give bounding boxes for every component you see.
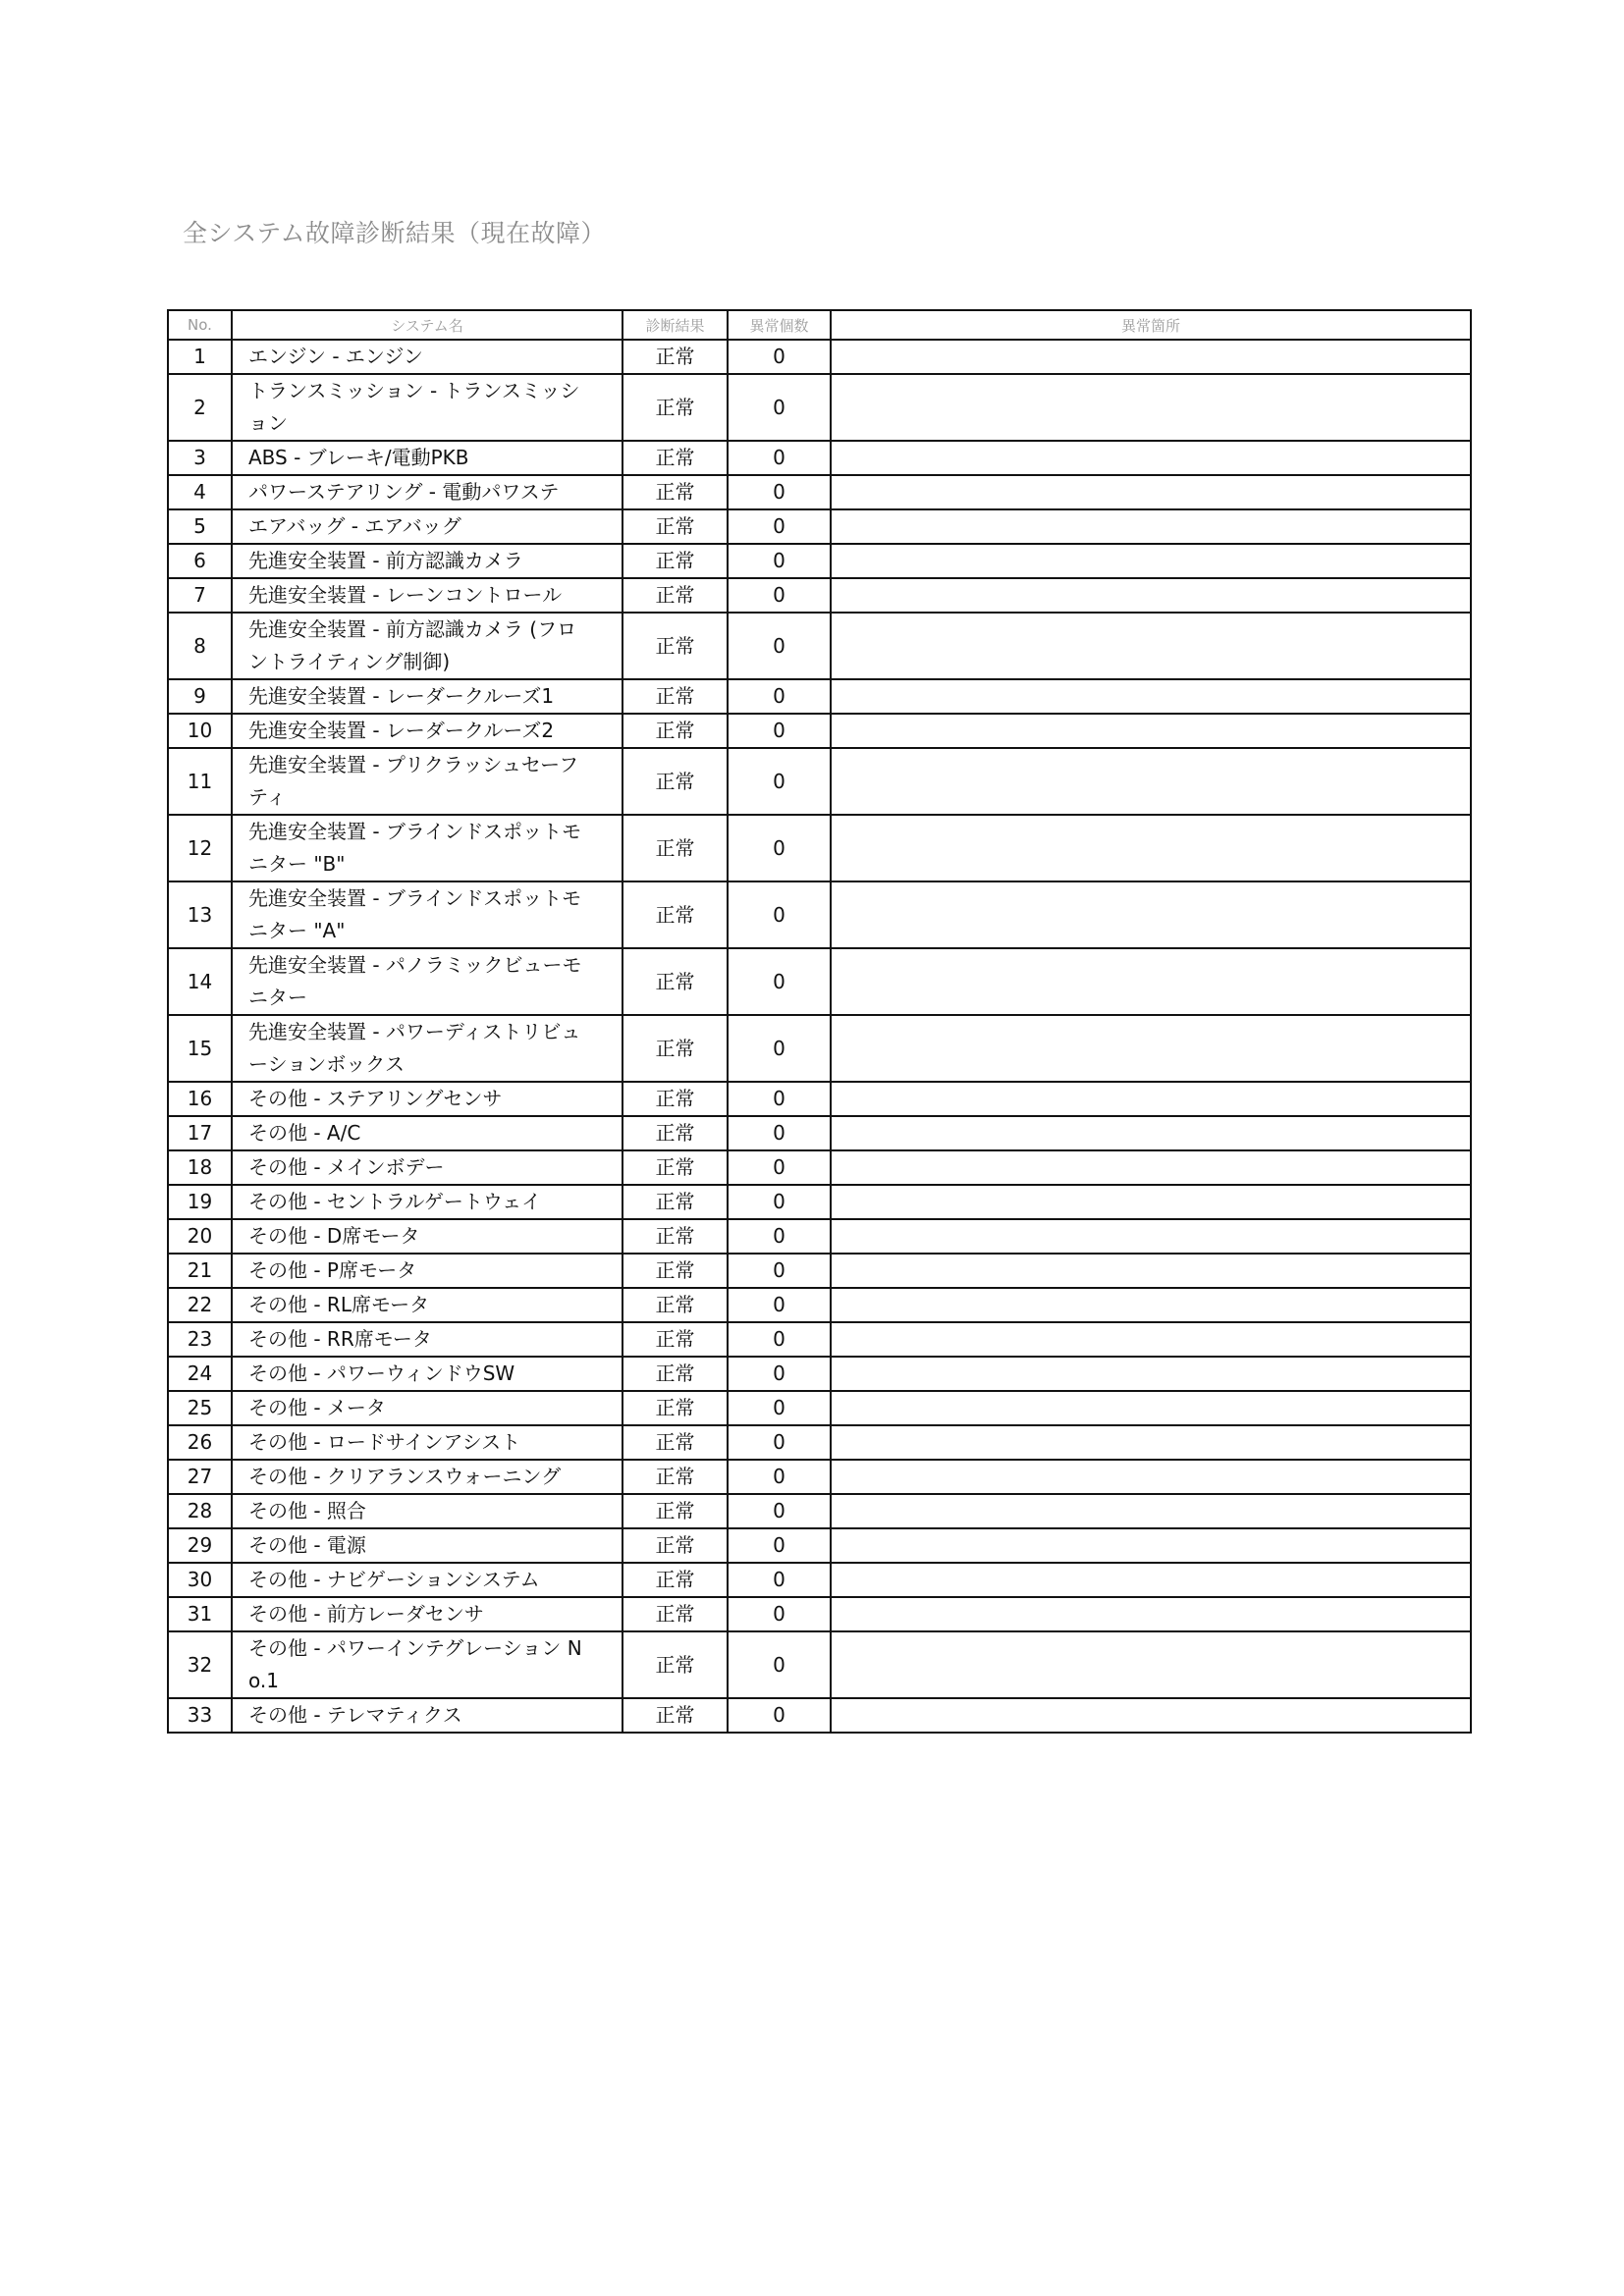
diagnosis-table <box>167 309 1472 1734</box>
fault-count: 0 <box>728 948 831 1015</box>
diagnosis-result: 正常 <box>623 1082 728 1116</box>
diagnosis-result: 正常 <box>623 1015 728 1082</box>
system-name <box>232 1116 623 1150</box>
system-name <box>232 1322 623 1357</box>
system-name-line: 先進安全装置 - レーダークルーズ1 <box>248 684 555 708</box>
system-name <box>232 1460 623 1494</box>
row-number: 22 <box>168 1288 232 1322</box>
diagnosis-result: 正常 <box>623 881 728 948</box>
row-number: 2 <box>168 374 232 441</box>
diagnosis-result: 正常 <box>623 1391 728 1425</box>
row-number: 10 <box>168 714 232 748</box>
fault-count: 0 <box>728 1528 831 1563</box>
system-name <box>232 1185 623 1219</box>
system-name <box>232 1563 623 1597</box>
header-fault-count: 異常個数 <box>728 310 831 340</box>
table-row <box>168 1631 1471 1698</box>
system-name <box>232 441 623 475</box>
table-row <box>168 1425 1471 1460</box>
fault-count: 0 <box>728 544 831 578</box>
diagnosis-result: 正常 <box>623 1150 728 1185</box>
table-row <box>168 1460 1471 1494</box>
row-number: 24 <box>168 1357 232 1391</box>
row-number: 25 <box>168 1391 232 1425</box>
fault-location <box>831 475 1471 509</box>
diagnosis-result: 正常 <box>623 948 728 1015</box>
table-row <box>168 1254 1471 1288</box>
system-name <box>232 374 623 441</box>
fault-location <box>831 1082 1471 1116</box>
fault-location <box>831 1391 1471 1425</box>
fault-count: 0 <box>728 1460 831 1494</box>
system-name-line: その他 - セントラルゲートウェイ <box>248 1190 542 1213</box>
table-header-row <box>168 310 1471 340</box>
system-name-line: 先進安全装置 - パワーディストリビュ <box>248 1020 581 1043</box>
system-name-line: ョン <box>248 411 288 435</box>
table-row <box>168 544 1471 578</box>
table-body <box>168 340 1471 1733</box>
system-name-line: トランスミッション - トランスミッシ <box>248 379 580 402</box>
header-result: 診断結果 <box>623 310 728 340</box>
system-name-line: その他 - パワーウィンドウSW <box>248 1362 515 1385</box>
diagnosis-result: 正常 <box>623 578 728 613</box>
fault-count: 0 <box>728 1254 831 1288</box>
diagnosis-result: 正常 <box>623 1425 728 1460</box>
table-row <box>168 475 1471 509</box>
diagnosis-result: 正常 <box>623 1219 728 1254</box>
diagnosis-result: 正常 <box>623 475 728 509</box>
row-number: 30 <box>168 1563 232 1597</box>
row-number: 11 <box>168 748 232 815</box>
fault-count: 0 <box>728 815 831 881</box>
row-number: 6 <box>168 544 232 578</box>
fault-location <box>831 1322 1471 1357</box>
system-name-line: ーションボックス <box>248 1052 405 1076</box>
table-row <box>168 1015 1471 1082</box>
page-title: 全システム故障診断結果（現在故障） <box>183 219 607 247</box>
system-name <box>232 1219 623 1254</box>
system-name-line: その他 - ロードサインアシスト <box>248 1430 521 1454</box>
fault-location <box>831 1185 1471 1219</box>
row-number: 33 <box>168 1698 232 1733</box>
table-row <box>168 1391 1471 1425</box>
diagnosis-result: 正常 <box>623 374 728 441</box>
table-row <box>168 613 1471 679</box>
system-name <box>232 1082 623 1116</box>
fault-location <box>831 748 1471 815</box>
fault-location <box>831 509 1471 544</box>
table-row <box>168 374 1471 441</box>
system-name-line: ティ <box>248 785 287 809</box>
row-number: 31 <box>168 1597 232 1631</box>
fault-location <box>831 1150 1471 1185</box>
system-name-line: 先進安全装置 - レーンコントロール <box>248 583 563 607</box>
table-row <box>168 881 1471 948</box>
fault-location <box>831 1219 1471 1254</box>
system-name <box>232 1357 623 1391</box>
fault-count: 0 <box>728 1015 831 1082</box>
table-row <box>168 578 1471 613</box>
diagnosis-result: 正常 <box>623 1185 728 1219</box>
fault-count: 0 <box>728 1219 831 1254</box>
diagnosis-result: 正常 <box>623 509 728 544</box>
system-name-line: ニター <box>248 986 307 1009</box>
row-number: 1 <box>168 340 232 374</box>
system-name <box>232 1425 623 1460</box>
system-name-line: その他 - メータ <box>248 1396 386 1419</box>
system-name <box>232 1015 623 1082</box>
row-number: 19 <box>168 1185 232 1219</box>
table-row <box>168 1322 1471 1357</box>
fault-location <box>831 881 1471 948</box>
fault-location <box>831 374 1471 441</box>
system-name <box>232 509 623 544</box>
table-row <box>168 1082 1471 1116</box>
system-name <box>232 1254 623 1288</box>
row-number: 7 <box>168 578 232 613</box>
fault-count: 0 <box>728 1150 831 1185</box>
system-name <box>232 613 623 679</box>
system-name-line: その他 - クリアランスウォーニング <box>248 1465 562 1488</box>
row-number: 27 <box>168 1460 232 1494</box>
row-number: 15 <box>168 1015 232 1082</box>
system-name-line: ントライティング制御) <box>248 650 451 673</box>
fault-location <box>831 1597 1471 1631</box>
fault-count: 0 <box>728 340 831 374</box>
fault-count: 0 <box>728 1698 831 1733</box>
system-name-line: o.1 <box>248 1669 279 1692</box>
header-fault-location: 異常箇所 <box>831 310 1471 340</box>
system-name <box>232 1528 623 1563</box>
diagnosis-result: 正常 <box>623 1563 728 1597</box>
table-row <box>168 1597 1471 1631</box>
table-row <box>168 1357 1471 1391</box>
system-name <box>232 679 623 714</box>
fault-count: 0 <box>728 509 831 544</box>
fault-location <box>831 1254 1471 1288</box>
fault-count: 0 <box>728 1425 831 1460</box>
system-name <box>232 544 623 578</box>
row-number: 8 <box>168 613 232 679</box>
row-number: 16 <box>168 1082 232 1116</box>
fault-count: 0 <box>728 578 831 613</box>
fault-location <box>831 948 1471 1015</box>
fault-location <box>831 714 1471 748</box>
table-row <box>168 1494 1471 1528</box>
table-row <box>168 1563 1471 1597</box>
system-name <box>232 1288 623 1322</box>
system-name-line: 先進安全装置 - ブラインドスポットモ <box>248 886 582 910</box>
fault-location <box>831 1288 1471 1322</box>
system-name <box>232 1698 623 1733</box>
table-row <box>168 1698 1471 1733</box>
fault-count: 0 <box>728 1631 831 1698</box>
fault-count: 0 <box>728 1597 831 1631</box>
system-name-line: 先進安全装置 - 前方認識カメラ (フロ <box>248 617 577 641</box>
system-name <box>232 815 623 881</box>
diagnosis-result: 正常 <box>623 613 728 679</box>
system-name <box>232 578 623 613</box>
system-name-line: その他 - A/C <box>248 1121 361 1145</box>
system-name <box>232 1494 623 1528</box>
fault-count: 0 <box>728 475 831 509</box>
fault-count: 0 <box>728 1288 831 1322</box>
fault-count: 0 <box>728 748 831 815</box>
fault-location <box>831 340 1471 374</box>
fault-location <box>831 1357 1471 1391</box>
fault-location <box>831 544 1471 578</box>
fault-location <box>831 1698 1471 1733</box>
fault-location <box>831 1116 1471 1150</box>
system-name <box>232 1631 623 1698</box>
system-name-line: その他 - 前方レーダセンサ <box>248 1602 484 1626</box>
table-row <box>168 1116 1471 1150</box>
system-name <box>232 1150 623 1185</box>
table-row <box>168 1185 1471 1219</box>
header-no: No. <box>168 310 232 340</box>
fault-count: 0 <box>728 1391 831 1425</box>
diagnosis-result: 正常 <box>623 815 728 881</box>
row-number: 23 <box>168 1322 232 1357</box>
system-name-line: その他 - ナビゲーションシステム <box>248 1568 540 1591</box>
diagnosis-result: 正常 <box>623 1494 728 1528</box>
row-number: 13 <box>168 881 232 948</box>
fault-location <box>831 1528 1471 1563</box>
diagnosis-result: 正常 <box>623 1698 728 1733</box>
fault-location <box>831 1425 1471 1460</box>
diagnosis-result: 正常 <box>623 544 728 578</box>
fault-count: 0 <box>728 1563 831 1597</box>
fault-location <box>831 1563 1471 1597</box>
row-number: 17 <box>168 1116 232 1150</box>
row-number: 20 <box>168 1219 232 1254</box>
system-name-line: エンジン - エンジン <box>248 345 423 368</box>
system-name <box>232 1597 623 1631</box>
fault-location <box>831 1631 1471 1698</box>
system-name-line: 先進安全装置 - プリクラッシュセーフ <box>248 753 579 776</box>
fault-count: 0 <box>728 679 831 714</box>
system-name-line: 先進安全装置 - パノラミックビューモ <box>248 953 582 977</box>
system-name-line: その他 - RR席モータ <box>248 1327 432 1351</box>
system-name <box>232 475 623 509</box>
row-number: 3 <box>168 441 232 475</box>
diagnosis-result: 正常 <box>623 1597 728 1631</box>
fault-location <box>831 815 1471 881</box>
diagnosis-result: 正常 <box>623 1631 728 1698</box>
table-row <box>168 679 1471 714</box>
table-row <box>168 815 1471 881</box>
fault-count: 0 <box>728 1322 831 1357</box>
fault-location <box>831 1015 1471 1082</box>
system-name-line: その他 - パワーインテグレーション N <box>248 1636 582 1660</box>
fault-location <box>831 613 1471 679</box>
system-name-line: その他 - 電源 <box>248 1533 366 1557</box>
system-name <box>232 714 623 748</box>
row-number: 18 <box>168 1150 232 1185</box>
diagnosis-result: 正常 <box>623 1288 728 1322</box>
fault-count: 0 <box>728 374 831 441</box>
fault-count: 0 <box>728 714 831 748</box>
table-row <box>168 441 1471 475</box>
table-row <box>168 1219 1471 1254</box>
diagnosis-result: 正常 <box>623 1116 728 1150</box>
fault-location <box>831 1460 1471 1494</box>
row-number: 21 <box>168 1254 232 1288</box>
diagnosis-result: 正常 <box>623 1254 728 1288</box>
header-system-name: システム名 <box>232 310 623 340</box>
row-number: 28 <box>168 1494 232 1528</box>
system-name-line: その他 - メインボデー <box>248 1155 445 1179</box>
fault-location <box>831 441 1471 475</box>
table-row <box>168 340 1471 374</box>
fault-count: 0 <box>728 1185 831 1219</box>
table-row <box>168 1150 1471 1185</box>
diagnosis-result: 正常 <box>623 748 728 815</box>
row-number: 14 <box>168 948 232 1015</box>
table-row <box>168 748 1471 815</box>
row-number: 5 <box>168 509 232 544</box>
row-number: 9 <box>168 679 232 714</box>
row-number: 12 <box>168 815 232 881</box>
system-name-line: その他 - P席モータ <box>248 1258 417 1282</box>
fault-count: 0 <box>728 1082 831 1116</box>
diagnosis-result: 正常 <box>623 714 728 748</box>
diagnosis-result: 正常 <box>623 1357 728 1391</box>
row-number: 32 <box>168 1631 232 1698</box>
diagnosis-result: 正常 <box>623 679 728 714</box>
row-number: 26 <box>168 1425 232 1460</box>
system-name-line: パワーステアリング - 電動パワステ <box>248 480 560 504</box>
table-row <box>168 714 1471 748</box>
system-name-line: エアバッグ - エアバッグ <box>248 514 461 538</box>
fault-location <box>831 578 1471 613</box>
fault-count: 0 <box>728 441 831 475</box>
system-name-line: ニター "A" <box>248 919 346 942</box>
diagnosis-result: 正常 <box>623 1528 728 1563</box>
fault-location <box>831 679 1471 714</box>
system-name-line: その他 - テレマティクス <box>248 1703 462 1727</box>
fault-count: 0 <box>728 1357 831 1391</box>
system-name-line: 先進安全装置 - ブラインドスポットモ <box>248 820 582 843</box>
fault-count: 0 <box>728 1116 831 1150</box>
system-name-line: その他 - RL席モータ <box>248 1293 430 1316</box>
table-row <box>168 509 1471 544</box>
diagnosis-result: 正常 <box>623 1460 728 1494</box>
system-name-line: 先進安全装置 - 前方認識カメラ <box>248 549 523 572</box>
system-name-line: その他 - 照合 <box>248 1499 366 1522</box>
diagnosis-result: 正常 <box>623 340 728 374</box>
system-name <box>232 748 623 815</box>
table-row <box>168 948 1471 1015</box>
table-row <box>168 1288 1471 1322</box>
system-name-line: ニター "B" <box>248 852 346 876</box>
fault-count: 0 <box>728 881 831 948</box>
system-name-line: ABS - ブレーキ/電動PKB <box>248 446 469 469</box>
diagnosis-result: 正常 <box>623 1322 728 1357</box>
system-name-line: その他 - D席モータ <box>248 1224 420 1248</box>
system-name <box>232 948 623 1015</box>
table-row <box>168 1528 1471 1563</box>
system-name-line: その他 - ステアリングセンサ <box>248 1087 503 1110</box>
fault-location <box>831 1494 1471 1528</box>
system-name <box>232 340 623 374</box>
row-number: 4 <box>168 475 232 509</box>
fault-count: 0 <box>728 1494 831 1528</box>
system-name <box>232 1391 623 1425</box>
row-number: 29 <box>168 1528 232 1563</box>
fault-count: 0 <box>728 613 831 679</box>
system-name <box>232 881 623 948</box>
diagnosis-result: 正常 <box>623 441 728 475</box>
system-name-line: 先進安全装置 - レーダークルーズ2 <box>248 719 555 742</box>
